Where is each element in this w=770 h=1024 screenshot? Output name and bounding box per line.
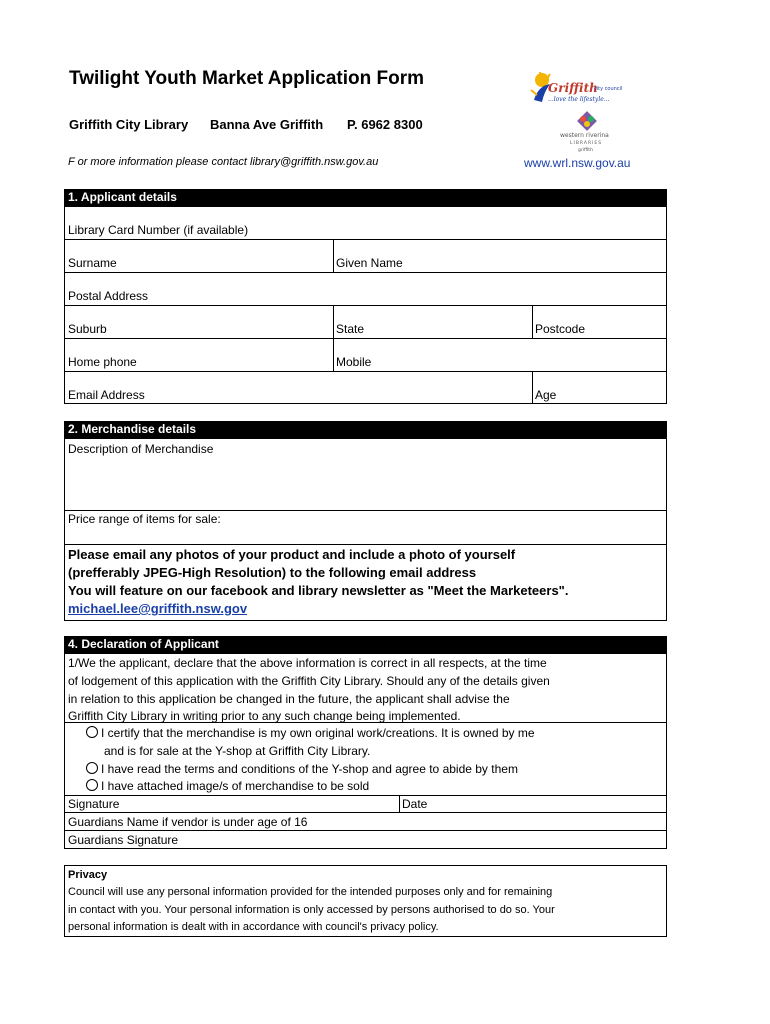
state-field[interactable]: State [336,322,365,336]
library-name: Griffith City Library [69,117,189,132]
images-attached-option[interactable]: I have attached image/s of merchandise to be sold [86,779,369,793]
griffith-logo [528,70,638,154]
svg-text:western riverina: western riverina [560,132,609,139]
svg-text:city council: city council [594,86,623,92]
privacy-text: personal information is dealt with in accordance with council's privacy policy. [68,921,439,933]
radio-icon[interactable] [86,726,98,738]
terms-agree-option[interactable]: I have read the terms and conditions of the Y-shop and agree to abide by them [86,762,518,776]
privacy-text: in contact with you. Your personal information is only accessed by persons authorised to do so. Your [68,904,555,916]
surname-field[interactable]: Surname [68,256,117,270]
wrl-logo [560,111,609,153]
mobile-field[interactable]: Mobile [336,355,372,369]
guardian-name-field[interactable]: Guardians Name if vendor is under age of 16 [68,815,308,829]
certify-original-option-cont: and is for sale at the Y-shop at Griffith City Library. [104,744,371,758]
library-address: Banna Ave Griffith [210,117,324,132]
photo-note-line1: Please email any photos of your product and include a photo of yourself [68,547,516,562]
section-applicant-heading: 1. Applicant details [64,189,667,206]
radio-icon[interactable] [86,779,98,791]
logos [528,70,638,154]
privacy-text: Council will use any personal information provided for the intended purposes only and for remaining [68,886,553,898]
postal-address-field[interactable]: Postal Address [68,289,149,303]
home-phone-field[interactable]: Home phone [68,355,137,369]
svg-text:Griffith: Griffith [548,81,598,95]
section-merchandise-heading: 2. Merchandise details [64,421,667,438]
given-name-field[interactable]: Given Name [336,256,403,270]
radio-icon[interactable] [86,762,98,774]
age-field[interactable]: Age [535,388,557,402]
website-link[interactable]: www.wrl.nsw.gov.au [524,156,631,170]
svg-text:...love the lifestyle...: ...love the lifestyle... [548,96,610,103]
library-card-field[interactable]: Library Card Number (if available) [68,223,249,237]
price-range-field[interactable]: Price range of items for sale: [68,512,221,526]
privacy-heading: Privacy [68,869,108,881]
declaration-line: of lodgement of this application with the Griffith City Library. Should any of the details given [68,674,550,688]
page-title: Twilight Youth Market Application Form [69,68,425,89]
description-field[interactable]: Description of Merchandise [68,442,214,456]
library-phone: P. 6962 8300 [347,117,423,132]
declaration-line: in relation to this application be changed in the future, the applicant shall advise the [68,692,510,706]
declaration-line: Griffith City Library in writing prior to any such change being implemented. [68,709,461,723]
section-declaration-heading: 4. Declaration of Applicant [64,636,667,653]
email-field[interactable]: Email Address [68,388,145,402]
contact-info: F or more information please contact library@griffith.nsw.gov.au [68,156,379,168]
date-field[interactable]: Date [402,797,428,811]
guardian-signature-field[interactable]: Guardians Signature [68,833,179,847]
photo-note-line2: (prefferably JPEG-High Resolution) to the following email address [68,565,477,580]
svg-text:griffith: griffith [578,148,593,153]
marketeers-email-link[interactable]: michael.lee@griffith.nsw.gov [68,601,248,616]
declaration-line: 1/We the applicant, declare that the above information is correct in all respects, at the time [68,656,547,670]
photo-note-line3: You will feature on our facebook and library newsletter as "Meet the Marketeers". [68,583,569,598]
certify-original-option[interactable]: I certify that the merchandise is my own original work/creations. It is owned by me [86,726,535,740]
postcode-field[interactable]: Postcode [535,322,586,336]
suburb-field[interactable]: Suburb [68,322,107,336]
signature-field[interactable]: Signature [68,797,120,811]
svg-text:LIBRARIES: LIBRARIES [570,141,603,146]
